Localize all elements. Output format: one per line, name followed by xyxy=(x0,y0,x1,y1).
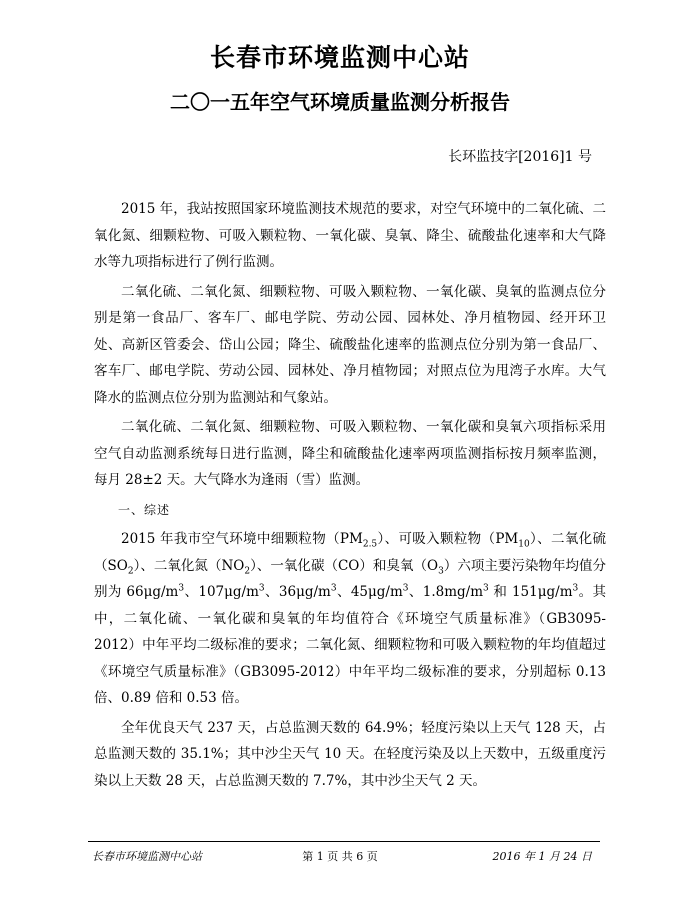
document-number: 长环监技字[2016]1 号 xyxy=(448,149,592,165)
paragraph-monitoring-method: 二氧化硫、二氧化氮、细颗粒物、可吸入颗粒物、一氧化碳和臭氧六项指标采用空气自动监测系统每日进行监测，降尘和硫酸盐化速率两项监测指标按月频率监测，每月 28±2 天。大气降水为逢雨（雪）监测。 xyxy=(94,419,606,488)
text-run: 、36μg/m xyxy=(264,584,331,600)
paragraph-monitoring-sites: 二氧化硫、二氧化氮、细颗粒物、可吸入颗粒物、一氧化碳、臭氧的监测点位分别是第一食品厂、客车厂、邮电学院、劳动公园、园林处、净月植物园、经开环卫处、高新区管委会、岱山公园；降尘、硫酸盐化速率的监测点位分别为第一食品厂、客车厂、邮电学院、劳动公园、园林处、净月植物园；对照点位为甩湾子水库。大气降水的监测点位分别为监测站和气象站。 xyxy=(94,283,606,406)
footer-date: 2016 年 1 月 24 日 xyxy=(492,850,592,863)
footer-divider xyxy=(88,841,600,842)
superscript: 3 xyxy=(572,583,579,594)
text-run: ）六项主要污染物年均值分别为 66μg/m xyxy=(94,557,607,600)
text-run: 2015 年我市空气环境中细颗粒物（PM xyxy=(121,531,363,547)
section-heading-overview: 一、综述 xyxy=(118,502,171,517)
subscript: 10 xyxy=(518,539,530,550)
subscript: 3 xyxy=(438,566,444,577)
superscript: 3 xyxy=(402,583,409,594)
text-run: ）、可吸入颗粒物（PM xyxy=(377,531,519,547)
text-run: ）、二氧化氮（NO xyxy=(133,557,245,574)
superscript: 3 xyxy=(258,583,265,594)
text-run: 和 151μg/m xyxy=(488,584,573,600)
page-title: 长春市环境监测中心站 xyxy=(209,43,470,72)
subscript: 2.5 xyxy=(362,539,378,550)
report-body xyxy=(94,196,606,797)
footer-page-number: 第 1 页 共 6 页 xyxy=(302,850,378,863)
text-run: 。其中，二氧化硫、一氧化碳和臭氧的年均值符合《环境空气质量标准》（GB3095-2012）中年平均二级标准的要求；二氧化氮、细颗粒物和可吸入颗粒物的年均值超过《环境空气质量标准》（GB3095-2012）中年平均二级标准的要求，分别超标 0.13 倍、0.89 倍和 0.53 倍。 xyxy=(94,584,606,706)
text-run: 、107μg/m xyxy=(184,584,259,600)
report-subtitle: 二〇一五年空气环境质量监测分析报告 xyxy=(170,90,510,114)
subscript: 2 xyxy=(127,566,134,577)
paragraph-air-quality-days: 全年优良天气 237 天，占总监测天数的 64.9%；轻度污染以上天气 128 天，占总监测天数的 35.1%；其中沙尘天气 10 天。在轻度污染及以上天数中，五级重度污染以上天数 28 天，占总监测天数的 7.7%，其中沙尘天气 2 天。 xyxy=(94,719,606,789)
footer-organization: 长春市环境监测中心站 xyxy=(92,850,202,863)
superscript: 3 xyxy=(483,583,489,594)
text-run: 、1.8mg/m xyxy=(408,584,484,600)
paragraph-intro: 2015 年，我站按照国家环境监测技术规范的要求，对空气环境中的二氧化硫、二氧化氮、细颗粒物、可吸入颗粒物、一氧化碳、臭氧、降尘、硫酸盐化速率和大气降水等九项指标进行了例行监测。 xyxy=(94,201,606,270)
superscript: 3 xyxy=(178,583,185,594)
paragraph-annual-pollutants xyxy=(94,526,606,712)
text-run: ）、一氧化碳（CO）和臭氧（O xyxy=(250,557,439,574)
text-run: ）、二氧化硫（SO xyxy=(94,531,607,574)
text-run: 、45μg/m xyxy=(336,584,403,600)
superscript: 3 xyxy=(330,583,337,594)
subscript: 2 xyxy=(244,566,251,577)
